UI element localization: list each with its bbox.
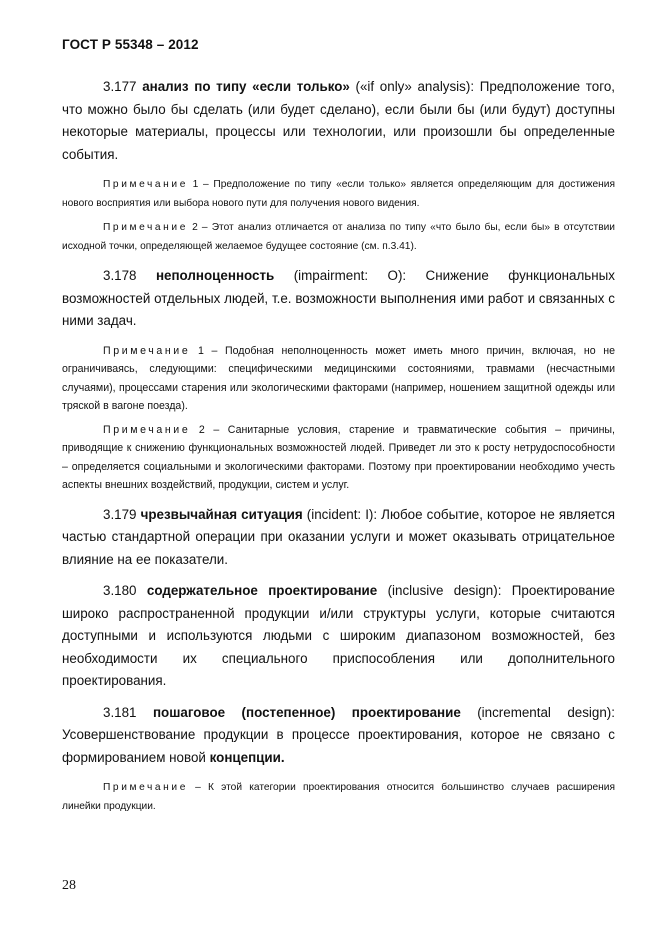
term-title: пошаговое (постепенное) проектирование [152,704,461,720]
term-definition: (inclusive design): Проектирование широко распространенной продукции и/или структуры услуги, которые считаются доступными и используются людьми с широким диапазоном возможностей, без необходимости их специального приспособления или дополнительного проектирования. [62,583,615,688]
note-3-178-1 [62,342,615,416]
note-label: Примечание [103,222,188,233]
page-content [62,76,615,821]
term-number: 3.179 [103,506,137,522]
note-3-177-2 [62,218,615,256]
note-3-181 [62,778,615,816]
term-definition: («if only» analysis): Предположение того, что можно было бы сделать (или будет сделано), если были бы (или будут) доступны некоторые материалы, процессы или технологии, или произошли бы определенные события. [62,79,615,162]
term-title: чрезвычайная ситуация [140,506,303,522]
term-entry-3-178 [62,265,615,333]
note-text: 1 – Подобная неполноценность может иметь много причин, включая, но не ограничиваясь, следующими: специфическими медицинскими состояниями, травмами (несчастными случаями), процессами старения или экологическими факторами (например, ношением защитной одежды или тряской в вагоне поезда). [62,344,615,412]
term-title: неполноценность [155,268,275,283]
term-definition-bold: концепции. [209,749,285,765]
note-3-178-2 [62,421,615,495]
note-text: – К этой категории проектирования относится большинство случаев расширения линейки продукции. [62,782,615,812]
term-definition: (impairment: O): Снижение функциональных возможностей отдельных людей, т.е. возможности выполнения ими работ и связанных с ними задач. [62,268,615,328]
term-title: содержательное проектирование [146,583,378,598]
note-label: Примечание [103,179,188,190]
page-header: ГОСТ Р 55348 – 2012 [62,37,199,52]
note-text: 2 – Этот анализ отличается от анализа по типу «что было бы, если бы» в отсутствии исходной точки, определяющей желаемое будущее состояние (см. п.3.41). [62,222,615,252]
note-text: 2 – Санитарные условия, старение и травматические события – причины, приводящие к снижению функциональных возможностей людей. Приведет ли это к росту нетрудоспособности – определяется социальными и экологическими факторами. Поэтому при проектировании необходимо учесть аспекты внешних воздействий, продукции, систем и услуг. [62,423,615,491]
page-number: 28 [62,878,76,893]
term-definition: (incident: I): Любое событие, которое не является частью стандартной операции при оказании услуги и может оказывать отрицательное влияние на ее показатели. [62,506,615,567]
term-title: анализ по типу «если только» [142,79,350,94]
note-label: Примечание [103,423,191,436]
note-label: Примечание [103,344,191,357]
term-entry-3-180 [62,580,615,693]
term-number: 3.177 [103,79,137,94]
term-entry-3-179 [62,504,615,572]
term-entry-3-177 [62,76,615,166]
note-3-177-1 [62,175,615,213]
note-label: Примечание [103,782,188,793]
note-text: 1 – Предположение по типу «если только» является определяющим для достижения нового восприятия или выбора нового пути для получения нового видения. [62,179,615,209]
term-number: 3.178 [103,268,137,283]
term-entry-3-181 [62,702,615,770]
term-number: 3.181 [103,704,137,720]
term-definition: (incremental design): Усовершенствование продукции в процессе проектирования, которое не связано с формированием новой [62,704,615,765]
term-number: 3.180 [103,583,137,598]
